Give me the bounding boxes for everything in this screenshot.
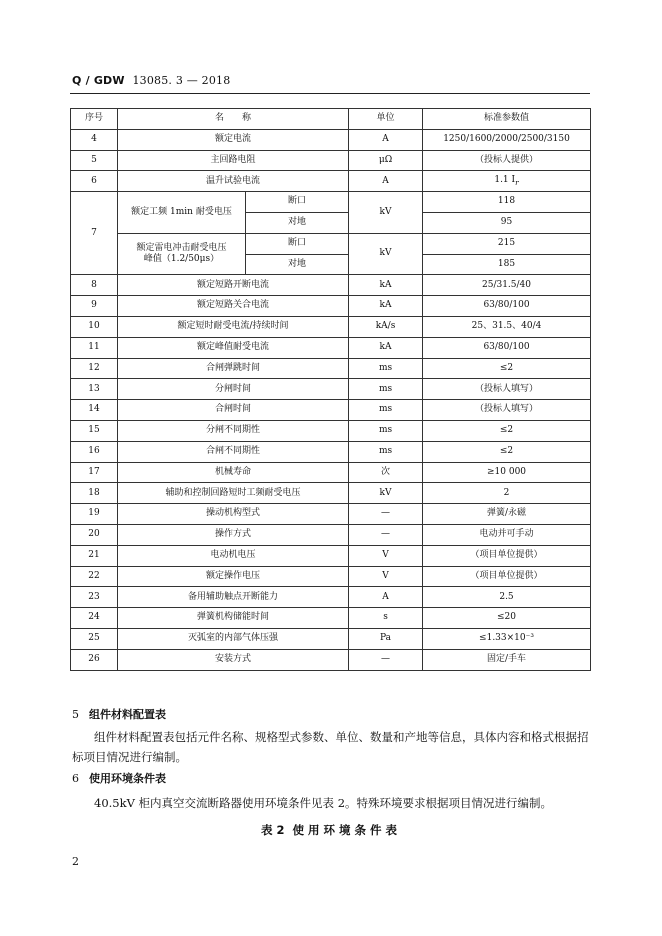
table-body-row7	[71, 192, 591, 275]
cell-name: 备用辅助触点开断能力	[118, 587, 349, 608]
cell-value: ≥10 000	[423, 462, 591, 483]
cell-value: 25、31.5、40/4	[423, 316, 591, 337]
cell-value: 2.5	[423, 587, 591, 608]
cell-seq: 13	[71, 379, 118, 400]
cell-value: ≤2	[423, 420, 591, 441]
section-6-heading	[72, 770, 166, 786]
cell-seq: 9	[71, 296, 118, 317]
table-row	[71, 358, 591, 379]
header-seq: 序号	[71, 109, 118, 130]
section-title: 使用环境条件表	[89, 772, 166, 785]
cell-value: （投标人填写）	[423, 379, 591, 400]
section-number: 6	[72, 772, 79, 785]
section-number: 5	[72, 708, 79, 721]
cell-seq: 21	[71, 545, 118, 566]
cell-seq: 6	[71, 171, 118, 192]
cell-unit: kV	[349, 192, 423, 234]
cell-unit: 次	[349, 462, 423, 483]
cell-value: 215	[423, 233, 591, 254]
header-name: 名 称	[118, 109, 349, 130]
caption-label: 表 2	[260, 823, 285, 837]
section-6-paragraph: 40.5kV 柜内真空交流断路器使用环境条件见表 2。特殊环境要求根据项目情况进行编制。	[94, 796, 553, 810]
cell-name-line2: 峰值（1.2/50μs）	[143, 254, 220, 265]
cell-name: 额定短路关合电流	[118, 296, 349, 317]
cell-name: 弹簧机构储能时间	[118, 608, 349, 629]
cell-unit: kV	[349, 233, 423, 275]
cell-seq: 17	[71, 462, 118, 483]
cell-unit: ms	[349, 379, 423, 400]
cell-unit: —	[349, 504, 423, 525]
cell-value: ≤2	[423, 441, 591, 462]
table-row	[71, 316, 591, 337]
cell-value: 固定/手车	[423, 649, 591, 670]
cell-unit: kA	[349, 337, 423, 358]
cell-value: ≤20	[423, 608, 591, 629]
cell-name: 操动机构型式	[118, 504, 349, 525]
cell-unit: ms	[349, 358, 423, 379]
cell-sublabel: 断口	[246, 233, 349, 254]
cell-name: 额定操作电压	[118, 566, 349, 587]
cell-name: 分闸不同期性	[118, 420, 349, 441]
cell-seq: 7	[71, 192, 118, 275]
cell-value: （项目单位提供）	[423, 545, 591, 566]
cell-unit: ms	[349, 420, 423, 441]
cell-unit: μΩ	[349, 150, 423, 171]
cell-unit: kA/s	[349, 316, 423, 337]
cell-unit: kA	[349, 296, 423, 317]
header-rule	[70, 93, 590, 94]
section-5-heading	[72, 706, 166, 722]
cell-name: 合闸时间	[118, 400, 349, 421]
cell-seq: 4	[71, 129, 118, 150]
cell-value: 95	[423, 212, 591, 233]
standard-number: 13085. 3 — 2018	[132, 74, 231, 87]
cell-name: 电动机电压	[118, 545, 349, 566]
cell-seq: 15	[71, 420, 118, 441]
cell-seq: 11	[71, 337, 118, 358]
table-row	[71, 545, 591, 566]
table-row	[71, 400, 591, 421]
cell-unit: —	[349, 649, 423, 670]
table-row	[71, 649, 591, 670]
table-row	[71, 129, 591, 150]
cell-unit: kV	[349, 483, 423, 504]
cell-name: 合闸不同期性	[118, 441, 349, 462]
cell-value: 63/80/100	[423, 296, 591, 317]
cell-value: ≤2	[423, 358, 591, 379]
cell-seq: 23	[71, 587, 118, 608]
cell-unit: A	[349, 171, 423, 192]
cell-seq: 26	[71, 649, 118, 670]
table-row	[71, 379, 591, 400]
section-5-paragraph: 组件材料配置表包括元件名称、规格型式参数、单位、数量和产地等信息，具体内容和格式根据招标项目情况进行编制。	[72, 730, 589, 764]
table-row	[71, 524, 591, 545]
cell-seq: 16	[71, 441, 118, 462]
cell-unit: Pa	[349, 628, 423, 649]
cell-name: 额定峰值耐受电流	[118, 337, 349, 358]
cell-name: 温升试验电流	[118, 171, 349, 192]
cell-sublabel: 对地	[246, 212, 349, 233]
page-number: 2	[72, 855, 79, 868]
value-subscript: r	[515, 178, 519, 187]
table-row	[71, 441, 591, 462]
table-row	[71, 608, 591, 629]
header-value: 标准参数值	[423, 109, 591, 130]
cell-value: （投标人填写）	[423, 400, 591, 421]
table-row	[71, 150, 591, 171]
table-body-a	[71, 129, 591, 191]
document-header	[72, 74, 230, 87]
section-title: 组件材料配置表	[89, 708, 166, 721]
cell-seq: 14	[71, 400, 118, 421]
cell-name: 合闸弹跳时间	[118, 358, 349, 379]
cell-name: 额定短时耐受电流/持续时间	[118, 316, 349, 337]
parameter-table	[70, 108, 591, 671]
table-row	[71, 337, 591, 358]
cell-unit: A	[349, 587, 423, 608]
cell-sublabel: 断口	[246, 192, 349, 213]
table-header-row	[71, 109, 591, 130]
cell-seq: 10	[71, 316, 118, 337]
caption-title: 使用环境条件表	[292, 823, 401, 837]
cell-seq: 24	[71, 608, 118, 629]
cell-value: 1250/1600/2000/2500/3150	[423, 129, 591, 150]
cell-seq: 20	[71, 524, 118, 545]
cell-value: ≤1.33×10⁻³	[423, 628, 591, 649]
cell-name: 额定短路开断电流	[118, 275, 349, 296]
value-main: 1.1 I	[494, 175, 516, 186]
cell-unit: V	[349, 566, 423, 587]
cell-name: 机械寿命	[118, 462, 349, 483]
table-row	[71, 233, 591, 254]
cell-name: 额定工频 1min 耐受电压	[118, 192, 246, 234]
table-row	[71, 504, 591, 525]
cell-value: 63/80/100	[423, 337, 591, 358]
cell-value: 弹簧/永磁	[423, 504, 591, 525]
cell-unit: ms	[349, 400, 423, 421]
table-row	[71, 566, 591, 587]
cell-unit: kA	[349, 275, 423, 296]
cell-seq: 12	[71, 358, 118, 379]
cell-value: （投标人提供）	[423, 150, 591, 171]
table-caption	[0, 822, 662, 838]
table-row	[71, 296, 591, 317]
cell-value: （项目单位提供）	[423, 566, 591, 587]
cell-unit: s	[349, 608, 423, 629]
table-row	[71, 587, 591, 608]
table-row	[71, 628, 591, 649]
cell-seq: 5	[71, 150, 118, 171]
cell-name-line1: 额定雷电冲击耐受电压	[136, 242, 227, 253]
cell-name: 额定电流	[118, 129, 349, 150]
table-row	[71, 275, 591, 296]
cell-name: 操作方式	[118, 524, 349, 545]
cell-unit: —	[349, 524, 423, 545]
cell-unit: A	[349, 129, 423, 150]
table-row	[71, 462, 591, 483]
cell-unit: V	[349, 545, 423, 566]
cell-value: 2	[423, 483, 591, 504]
cell-value: 25/31.5/40	[423, 275, 591, 296]
cell-seq: 19	[71, 504, 118, 525]
cell-sublabel: 对地	[246, 254, 349, 275]
cell-seq: 18	[71, 483, 118, 504]
cell-value: 电动并可手动	[423, 524, 591, 545]
cell-name: 安装方式	[118, 649, 349, 670]
cell-value: 185	[423, 254, 591, 275]
header-unit: 单位	[349, 109, 423, 130]
cell-seq: 8	[71, 275, 118, 296]
cell-seq: 22	[71, 566, 118, 587]
cell-name	[118, 233, 246, 275]
cell-name: 主回路电阻	[118, 150, 349, 171]
table-body-b	[71, 275, 591, 670]
cell-name: 分闸时间	[118, 379, 349, 400]
cell-value: 118	[423, 192, 591, 213]
table-row	[71, 483, 591, 504]
standard-code: Q / GDW	[72, 74, 125, 87]
cell-value	[423, 171, 591, 192]
cell-name: 灭弧室的内部气体压强	[118, 628, 349, 649]
cell-unit: ms	[349, 441, 423, 462]
cell-name: 辅助和控制回路短时工频耐受电压	[118, 483, 349, 504]
cell-seq: 25	[71, 628, 118, 649]
table-row	[71, 420, 591, 441]
table-row	[71, 171, 591, 192]
table-row	[71, 192, 591, 213]
